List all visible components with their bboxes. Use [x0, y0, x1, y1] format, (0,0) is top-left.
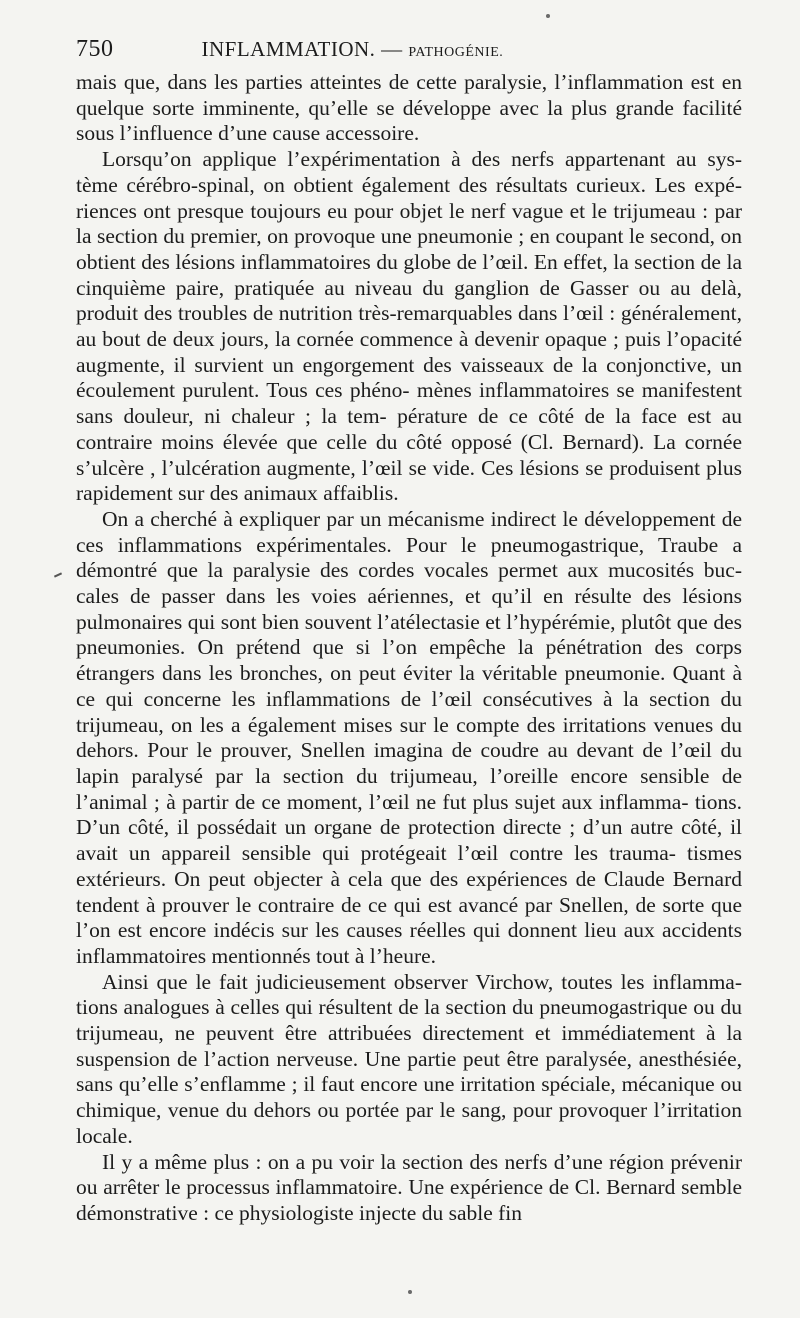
- line: tions analogues à celles qui résultent de la section du pneumogastrique: [76, 995, 688, 1020]
- line: côté opposé (Cl. Bernard). La cornée s’ulcère , l’ulcération augmente,: [76, 429, 743, 480]
- line: Cl. Bernard semble démonstrative : ce physiologiste injecte du sable fin: [76, 1175, 742, 1225]
- paragraph-2: [76, 147, 742, 507]
- line: l’animal ; à partir de ce moment, l’œil ne fut plus sujet aux inflamma-: [76, 789, 689, 814]
- running-title-main: INFLAMMATION.: [201, 37, 376, 61]
- line: mais que, dans les parties atteintes de cette paralysie, l’inflammation est: [76, 70, 715, 94]
- body-text: [76, 70, 742, 1227]
- line: devenir opaque ; puis l’opacité augmente, il survient un engorgement des: [76, 327, 742, 377]
- line: démontré que la paralysie des cordes vocales permet aux mucosités buc-: [76, 558, 742, 583]
- line: en quelque sorte imminente, qu’elle se développe avec la plus grande: [76, 70, 742, 120]
- line: ou du trijumeau, ne peuvent être attribuées directement et immédiatement: [76, 995, 743, 1046]
- line: Ainsi que le fait judicieusement observer Virchow, toutes les inflamma-: [102, 969, 742, 994]
- line: aux accidents inflammatoires mentionnés tout à l’heure.: [76, 918, 743, 968]
- line: anesthésiée, sans qu’elle s’enflamme ; il faut encore une irritation spéciale,: [76, 1046, 743, 1097]
- line: Il y a même plus : on a pu voir la section des nerfs d’une région: [102, 1149, 665, 1174]
- line: de sorte que l’on est encore indécis sur les causes réelles qui donnent lieu: [76, 892, 742, 943]
- line: tions. D’un côté, il possédait un organe de protection directe ; d’un autre: [76, 789, 743, 840]
- line: la section de la cinquième paire, pratiquée au niveau du ganglion de: [76, 249, 743, 300]
- ink-speck: [408, 1290, 412, 1294]
- line: côté, il avait un appareil sensible qui protégeait l’œil contre les trauma-: [76, 815, 743, 866]
- line: tème cérébro-spinal, on obtient également des résultats curieux. Les expé-: [76, 172, 742, 197]
- line: mènes inflammatoires se manifestent sans douleur, ni chaleur ; la tem-: [76, 378, 742, 429]
- line: vaisseaux de la conjonctive, un écoulement purulent. Tous ces phéno-: [76, 352, 742, 403]
- line: du dehors. Pour le prouver, Snellen imagina de coudre au devant de l’œil: [76, 712, 742, 763]
- line: affaiblis.: [323, 481, 399, 506]
- ink-speck: [546, 14, 550, 18]
- paragraph-3: [76, 507, 742, 970]
- line: étrangers dans les bronches, on peut éviter la véritable pneumonie. Quant: [76, 661, 726, 686]
- page-header: [76, 36, 742, 70]
- line: prévenir ou arrêter le processus inflammatoire. Une expérience de: [76, 1149, 742, 1200]
- line: riences ont presque toujours eu pour objet le nerf vague et le trijumeau :: [76, 198, 709, 223]
- line: du lapin paralysé par la section du trijumeau, l’oreille encore sensible de: [76, 738, 742, 788]
- line: facilité sous l’influence d’une cause accessoire.: [76, 95, 742, 146]
- line: tismes extérieurs. On peut objecter à cela que des expériences de Claude: [76, 841, 742, 891]
- line: à ce qui concerne les inflammations de l’œil consécutives à la section du: [76, 661, 742, 711]
- line: mécanique ou chimique, venue du dehors ou portée par le sang, pour: [76, 1072, 743, 1123]
- paragraph-4: [76, 970, 742, 1150]
- line: de ces inflammations expérimentales. Pour le pneumogastrique, Traube a: [76, 506, 742, 557]
- margin-mark: [54, 572, 62, 577]
- paragraph-5: [76, 1150, 742, 1227]
- line: cales de passer dans les voies aériennes, et qu’il en résulte des lésions: [76, 584, 742, 609]
- paragraph-1: [76, 70, 742, 147]
- line: pérature de ce côté de la face est au contraire moins élevée que celle du: [76, 404, 742, 454]
- page-number: 750: [76, 36, 114, 62]
- line: On a cherché à expliquer par un mécanisme indirect le développement: [102, 506, 716, 531]
- line: des pneumonies. On prétend que si l’on empêche la pénétration des corps: [76, 609, 743, 660]
- line: par la section du premier, on provoque une pneumonie ; en coupant le: [76, 198, 742, 249]
- line: l’œil se vide. Ces lésions se produisent plus rapidement sur des animaux: [76, 455, 742, 506]
- line: dans l’œil : généralement, au bout de deux jours, la cornée commence à: [76, 301, 742, 352]
- running-title-sub: PATHOGÉNIE.: [408, 45, 504, 60]
- line: à la suspension de l’action nerveuse. Une partie peut être paralysée,: [76, 1021, 742, 1071]
- line: Gasser ou au delà, produit des troubles de nutrition très-remarquables: [76, 275, 743, 326]
- line: Lorsqu’on applique l’expérimentation à des nerfs appartenant au sys-: [102, 147, 742, 172]
- running-title-dash: —: [375, 37, 409, 61]
- line: provoquer l’irritation locale.: [76, 1098, 743, 1148]
- line: trijumeau, on les a également mises sur le compte des irritations venues: [76, 712, 714, 737]
- line: Bernard tendent à prouver le contraire de ce qui est avancé par Snellen,: [76, 866, 743, 917]
- running-title: [202, 37, 504, 62]
- line: second, on obtient des lésions inflammatoires du globe de l’œil. En effet,: [76, 224, 743, 274]
- line: pulmonaires qui sont bien souvent l’atélectasie et l’hypérémie, plutôt que: [76, 609, 708, 634]
